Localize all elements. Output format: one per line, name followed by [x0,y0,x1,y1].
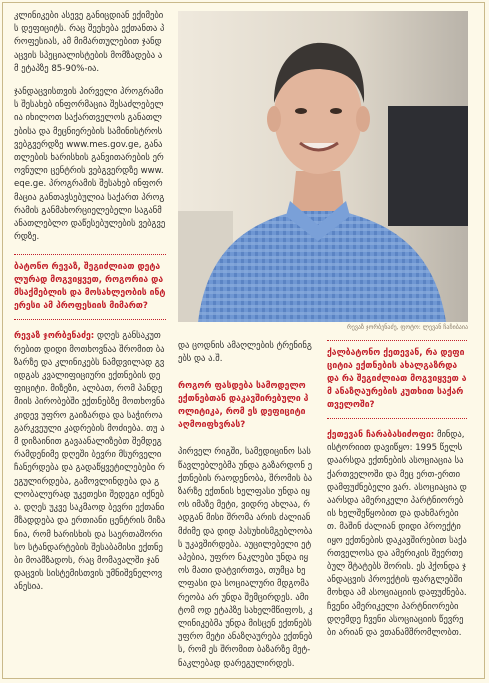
answer-paragraph: პირველ რიგში, სამედიცინო სასწავლებლებმა უნდა გაზარდონ ექთნების რაოდენობა, შრომის ბაზარზე ექთნის ხელფასი უნდა იყოს იმაზე მეტი, ვიდრე ახლაა, რადგან მისი შრომა არის ძალიან მძიმე და დიდ პასუხისმგებლობას უკავშირდება. აუცილებელი ეტაპებია, უფრო ნაკლები უნდა იყოს მათი დატვირთვა, თუმცა ხელფასი და სოციალური მდგომარეობა არ უნდა შემცირდეს. ამიტომ ოდ ეტაპზე სახელმწიფოს, კლინიკებმა უნდა მისცენ ექთნებს უფრო მეტი ანაზღაურება ექთნებს, რომ ეს შრომით ბაზარზე მეტ-ნაკლებად დარეგულირდეს. [178,447,313,669]
paragraph: ჯანდაცვისთვის პირველი პროგრამის შესახებ ინფორმაცია შესაძლებელია იხილოთ საქართველოს განათლებისა და მეცნიერების სამინისტროს ვებგვერდზე www.mes.gov.ge, განათლების ხარისხის განვითარების ეროვნული ცენტრის ვებგვერდზე www.eqe.ge. პროგრამის შესახებ ინფორმაცია განთავსებულია საქართ პროგრამის განმახორციელებელი საგანმანათლებლო დაწესებულების ვებგვერდზე. [14,87,166,243]
portrait-photo [178,11,468,322]
answer-text: მინდა, ისტორიით დავიწყო: 1995 წელს დაარსდა ექთნების ასოციაცია საქართველოში და მეც ერთ-ერთი დამფუძნებელი ვარ. ასოციაცია დაარსდა ამერიკელი პარტნიორების ხელშეწყობით და დახმარებით. მაშინ ძალიან დიდი პროექტი იყო ექთნების დაკავშირებით საქართველოსა და ამერიკის შეერთებულ შტატებს შორის. ეს ჰქონდა ჯანდაცვის პროექტის ფარგლებში მოხდა ამ ასოციაციის დაფუძნება. ჩვენი ამერიკელი პარტნიორები დღემდე ჩვენი ასოციაციის წევრები არიან და ვთანამშრომლობთ. [327,430,467,639]
portrait-illustration [178,11,468,322]
paragraph: კლინიკები ასევე განიცდიან ექიმების დეფიციტს. რაც შეეხება ექთანთა პროფესიას, ამ მიმართულებით ჯანდაცვის სპეციალისტების მომზადება ამ ეტაპზე 85-90%-ია. [14,11,165,74]
photo-caption: რევაზ ჯორბენაძე, ფოტო: ლევან ჩაჩიბაია [347,324,468,331]
speaker-name: ქეთევან ჩარაბასიძოფი: [327,430,435,440]
column-right [327,340,467,650]
answer-text: დღეს განსაკუთრებით დიდი მოთხოვნაა შრომით ბაზარზე და კლინიკებს ნამდვილად გვიდგას კვალიფიციური ექთნების დეფიციტი. მიზეზი, ალბათ, რომ პანდემიის პირობებში ექთნებზე მოთხოვნა კიდევ უფრო გაიზარდა და საჭიროა გარკვეული კადრების მოძიება. თუ ამ დიზაინით გავაანალიზებთ შემდეგ რამდენიმე დღეში ბევრი მსურველი ჩანერდება და გადაწყვეტილებები რეგულირდება, გამოვლინდება და გლობალურად უკეთესი შედეგი იქნება. დღეს უკვე საკმაოდ ბევრი ექთანი მზადდება და ერთიანი ცენტრის მიზანია, რომ ხარისხის და საერთაშორისო სტანდარტების შესაბამისი ექთნები მოამზადოს, რაც მომავალში ჯანდაცვის სისტემისთვის უმნიშვნელოვანესია. [14,331,166,593]
column-middle [178,340,313,681]
interview-question: ბატონო რევაზ, შეგიძლიათ დეტალურად მოგვიყვეთ, როგორია დამსაქმებლის და მოსახლეობის ინტერესი ამ პროფესიის მიმართ? [14,254,166,320]
interview-question: ქალბატონო ქეთევან, რა დეფიციტია ექთნების ახალგაზრდა და რა შეგიძლიათ მოგვიყვეთ ამ ანაზღაურების კუთხით საქართველოში? [327,340,467,419]
column-left [14,10,166,605]
paragraph: და ცოდნის ამაღლების ტრენინგებს და ა.შ. [178,341,312,365]
answer-paragraph [14,330,166,594]
answer-paragraph [327,429,467,640]
interview-question: როგორ ფასდება სამოდელო ექთნებთან დაკავშირებული პოლიტიკა, რომ ეს დეფიციტი აღმოიფხვრას? [178,381,309,431]
speaker-name: რევაზ ჯორბენაძე: [14,331,95,342]
